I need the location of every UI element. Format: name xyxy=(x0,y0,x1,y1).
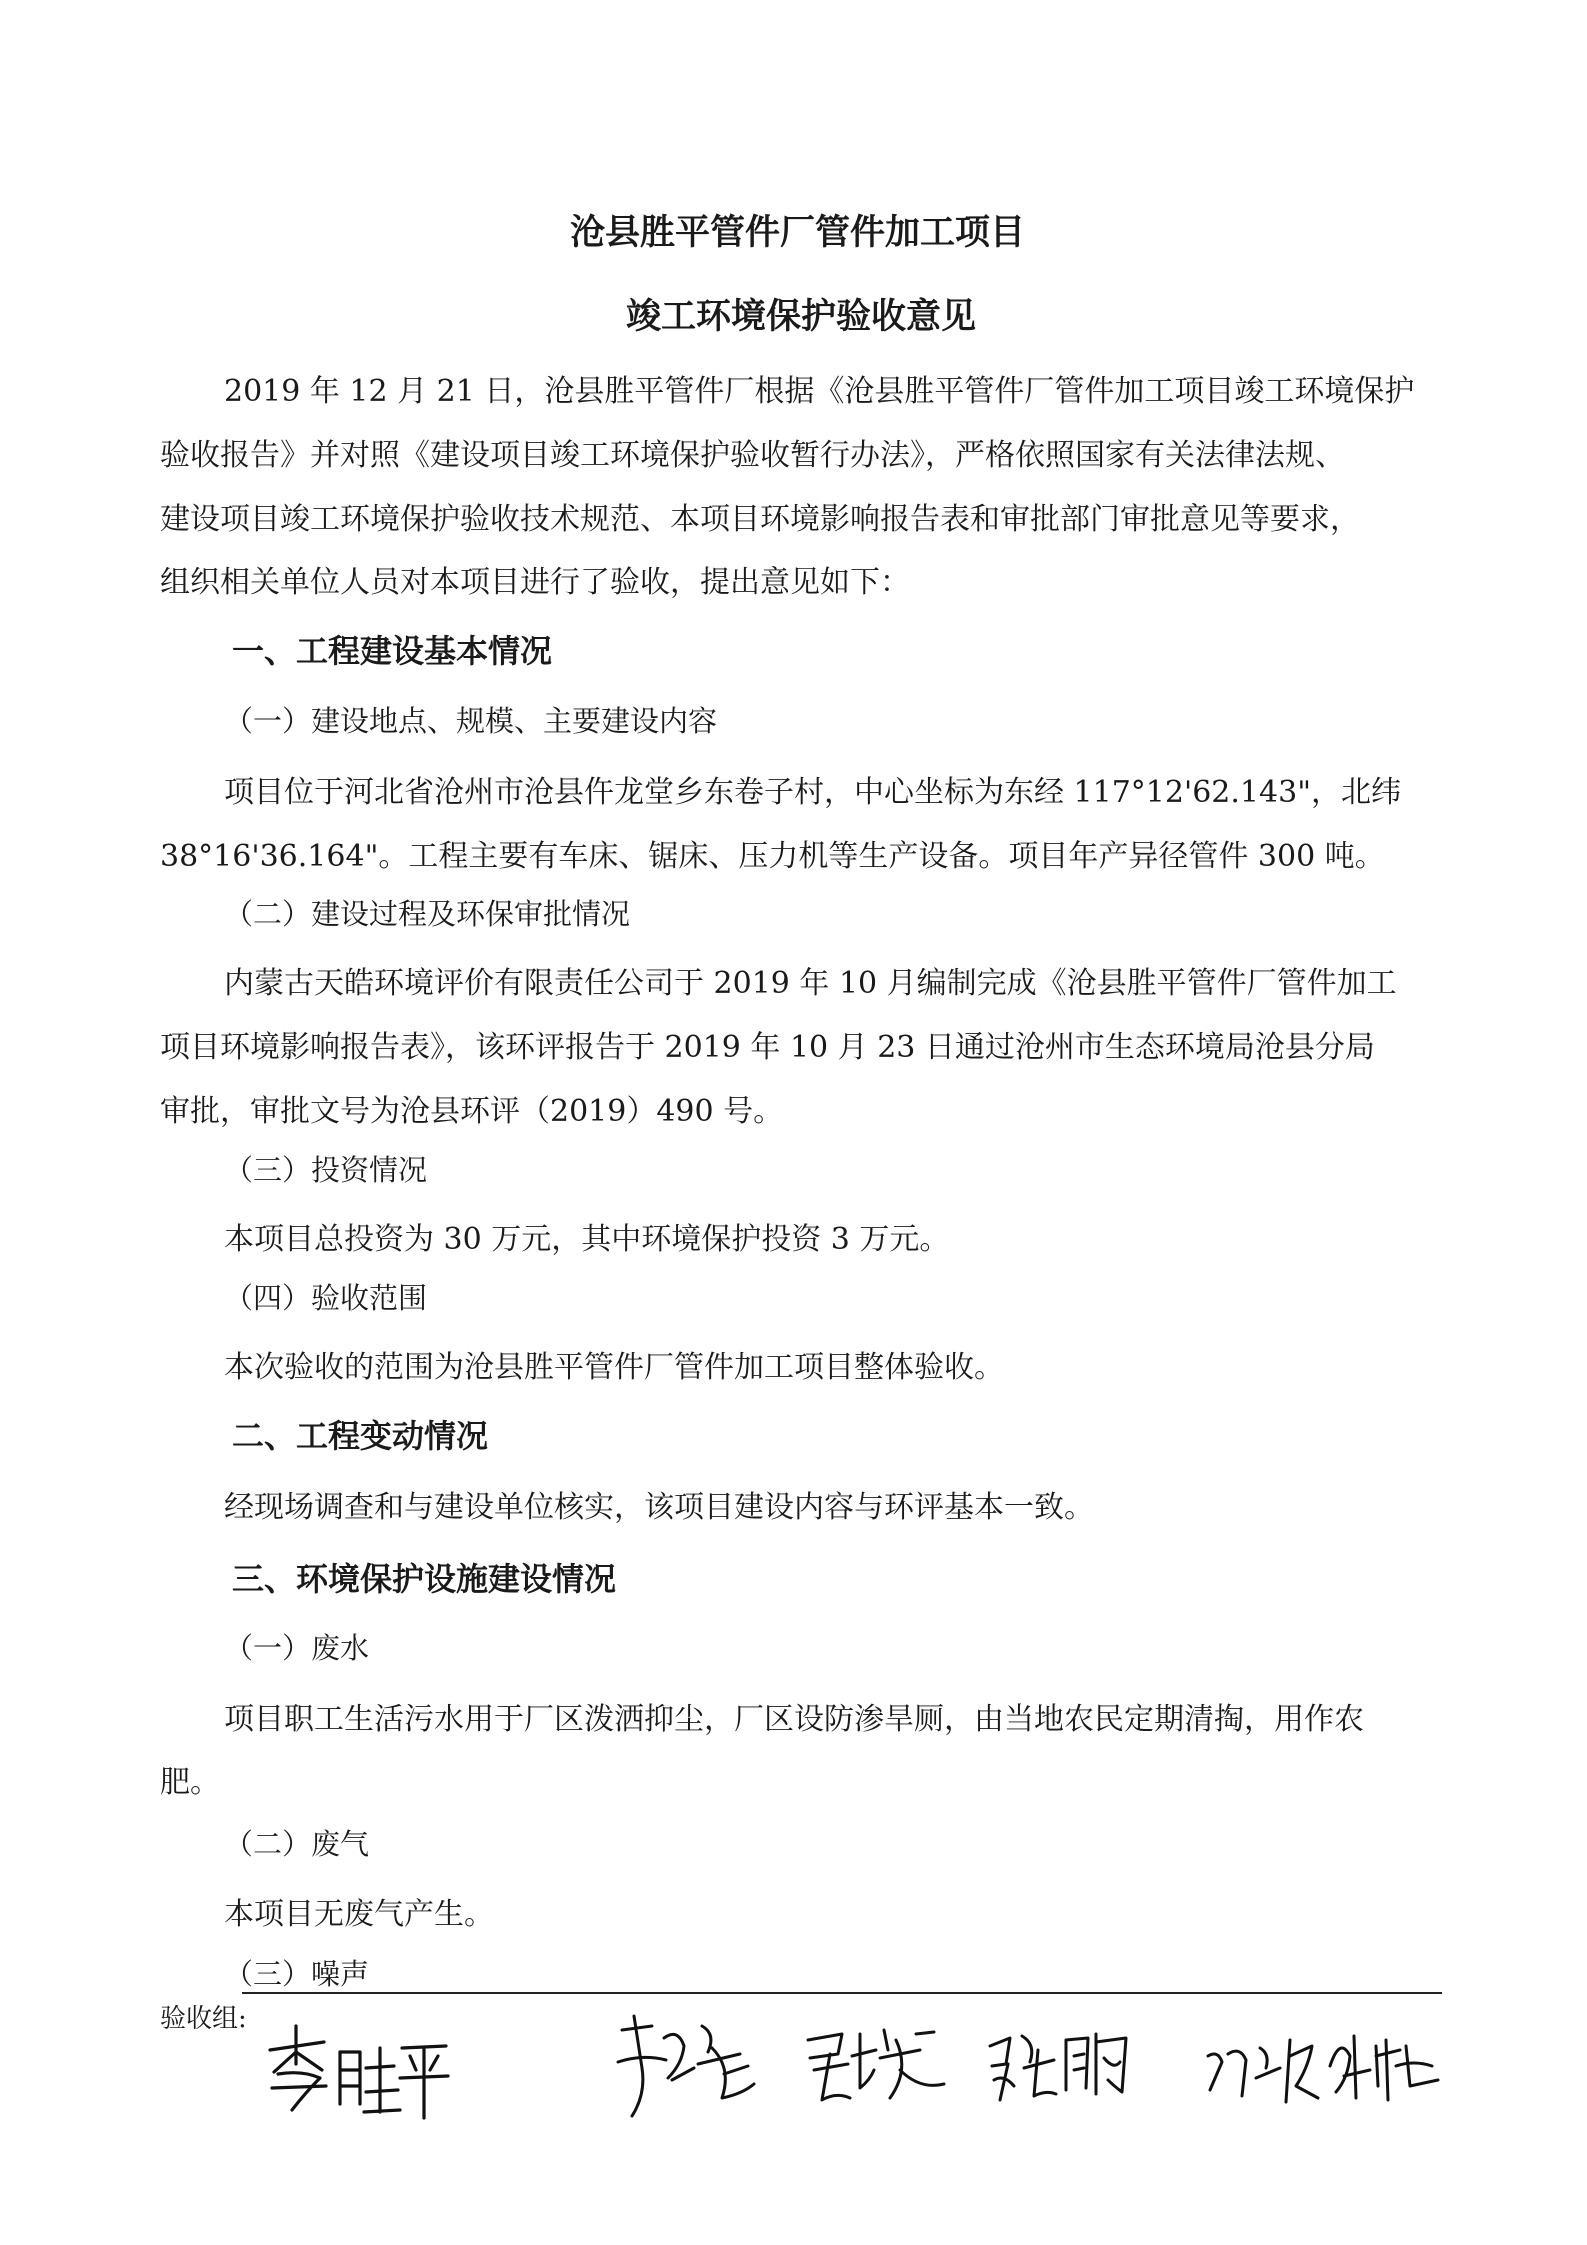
paragraph-line: 项目职工生活污水用于厂区泼洒抑尘，厂区设防渗旱厕，由当地农民定期清掏，用作农 xyxy=(224,1702,1364,1737)
section-heading: 一、工程建设基本情况 xyxy=(232,632,553,670)
intro-line: 2019 年 12 月 21 日，沧县胜平管件厂根据《沧县胜平管件厂管件加工项目竣工环境保护 xyxy=(224,374,1415,409)
section-heading: 二、工程变动情况 xyxy=(232,1417,489,1455)
signature-line xyxy=(242,1992,1442,1994)
paragraph-line: 内蒙古天皓环境评价有限责任公司于 2019 年 10 月编制完成《沧县胜平管件厂管件加工 xyxy=(224,966,1397,1001)
intro-line: 验收报告》并对照《建设项目竣工环境保护验收暂行办法》，严格依照国家有关法律法规、 xyxy=(160,438,1345,473)
subsection-heading: （四）验收范围 xyxy=(224,1281,428,1315)
paragraph-line: 本次验收的范围为沧县胜平管件厂管件加工项目整体验收。 xyxy=(224,1350,1004,1385)
paragraph-line: 审批，审批文号为沧县环评（2019）490 号。 xyxy=(160,1094,784,1129)
paragraph-line: 项目环境影响报告表》，该环评报告于 2019 年 10 月 23 日通过沧州市生态环境局沧县分局 xyxy=(160,1030,1375,1065)
signature-image xyxy=(984,2010,1134,2115)
paragraph-line: 38°16'36.164"。工程主要有车床、锯床、压力机等生产设备。项目年产异径管件 300 吨。 xyxy=(160,839,1385,874)
signature-image xyxy=(262,2012,452,2122)
subsection-heading: （三）投资情况 xyxy=(224,1153,428,1187)
intro-line: 组织相关单位人员对本项目进行了验收，提出意见如下： xyxy=(160,565,910,600)
paragraph-line: 项目位于河北省沧州市沧县仵龙堂乡东卷子村，中心坐标为东经 117°12'62.143"，北纬 xyxy=(224,775,1401,810)
paragraph-line: 本项目总投资为 30 万元，其中环境保护投资 3 万元。 xyxy=(224,1222,950,1257)
document-title: 沧县胜平管件厂管件加工项目 xyxy=(570,213,1026,253)
subsection-heading: （二）建设过程及环保审批情况 xyxy=(224,897,631,931)
paragraph-line: 肥。 xyxy=(160,1765,220,1800)
signature-image xyxy=(1200,2016,1450,2111)
subsection-heading: （一）废水 xyxy=(224,1631,370,1665)
intro-line: 建设项目竣工环境保护验收技术规范、本项目环境影响报告表和审批部门审批意见等要求， xyxy=(160,502,1360,537)
paragraph-line: 经现场调查和与建设单位核实，该项目建设内容与环评基本一致。 xyxy=(224,1490,1094,1525)
signature-image xyxy=(612,2008,762,2123)
subsection-heading: （二）废气 xyxy=(224,1827,370,1861)
signature-image xyxy=(800,2010,950,2115)
paragraph-line: 本项目无废气产生。 xyxy=(224,1897,494,1932)
signature-label: 验收组: xyxy=(160,2004,247,2034)
subsection-heading: （三）噪声 xyxy=(224,1957,370,1991)
subsection-heading: （一）建设地点、规模、主要建设内容 xyxy=(224,704,718,738)
section-heading: 三、环境保护设施建设情况 xyxy=(232,1560,617,1598)
document-subtitle: 竣工环境保护验收意见 xyxy=(626,297,977,337)
